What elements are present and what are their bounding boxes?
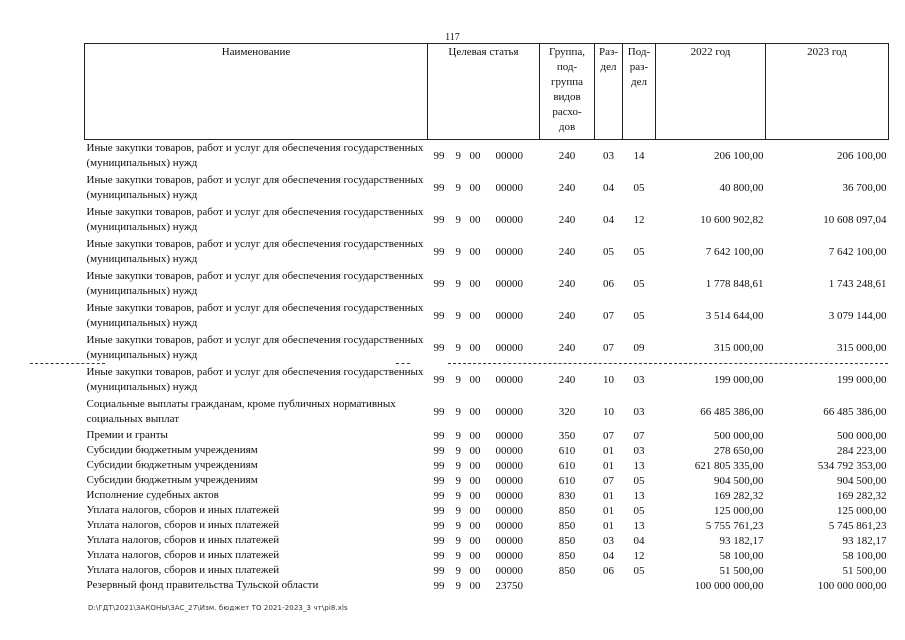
target-part-4: 00000 [495, 214, 523, 226]
table-row [85, 428, 889, 443]
target-part-3: 00 [469, 150, 481, 162]
target-part-1: 99 [433, 406, 445, 418]
dashed-line-mid [396, 363, 410, 364]
row-value-2022: 206 100,00 [714, 150, 764, 162]
row-name: Исполнение судебных актов [86, 489, 219, 501]
row-value-2022: 10 600 902,82 [700, 214, 764, 226]
row-value-2023: 10 608 097,04 [823, 214, 887, 226]
table-row [85, 473, 889, 488]
row-section: 01 [603, 459, 614, 472]
row-value-2022: 40 800,00 [719, 182, 764, 194]
row-name: Социальные выплаты гражданам, кроме публичных нормативных социальных выплат [86, 398, 396, 425]
row-section: 04 [603, 549, 614, 562]
row-name: Иные закупки товаров, работ и услуг для обеспечения государственных (муниципальных) нужд [86, 174, 424, 201]
row-value-2022: 93 182,17 [719, 534, 764, 547]
target-part-2: 9 [455, 444, 461, 457]
row-group: 240 [558, 182, 576, 194]
target-part-3: 00 [469, 246, 481, 258]
table-row [85, 396, 889, 428]
header-target: Целевая статья [428, 44, 540, 140]
row-group: 350 [558, 429, 576, 442]
target-part-2: 9 [455, 504, 461, 517]
row-value-2023: 3 079 144,00 [828, 310, 887, 322]
row-name: Иные закупки товаров, работ и услуг для обеспечения государственных (муниципальных) нужд [86, 142, 424, 169]
target-part-4: 00000 [495, 278, 523, 290]
row-section: 05 [603, 246, 614, 258]
row-group: 850 [558, 504, 576, 517]
target-part-1: 99 [433, 278, 445, 290]
target-part-2: 9 [455, 214, 461, 226]
header-subsection-line: дел [631, 76, 647, 88]
budget-table [84, 43, 889, 593]
row-group: 850 [558, 564, 576, 577]
target-part-1: 99 [433, 150, 445, 162]
row-value-2022: 500 000,00 [714, 429, 764, 442]
row-name: Субсидии бюджетным учреждениям [86, 474, 258, 486]
table-row [85, 563, 889, 578]
row-target-code [428, 578, 540, 593]
header-year-2023: 2023 год [766, 44, 889, 140]
row-subsection: 07 [633, 429, 645, 442]
row-group: 240 [558, 150, 576, 162]
row-section: 06 [603, 278, 614, 290]
row-group: 240 [558, 214, 576, 226]
row-subsection: 04 [633, 534, 645, 547]
row-target-code [428, 503, 540, 518]
row-subsection: 03 [633, 406, 645, 418]
row-subsection: 14 [633, 150, 645, 162]
row-subsection: 12 [633, 214, 645, 226]
row-target-code [428, 443, 540, 458]
target-part-2: 9 [455, 549, 461, 562]
row-subsection: 05 [633, 310, 645, 322]
row-subsection: 05 [633, 564, 645, 577]
row-target-code [428, 396, 540, 428]
target-part-3: 00 [469, 459, 481, 472]
row-value-2023: 93 182,17 [842, 534, 887, 547]
row-target-code [428, 172, 540, 204]
target-part-3: 00 [469, 310, 481, 322]
row-group [540, 578, 595, 593]
dashed-line-right [448, 363, 888, 364]
row-subsection: 09 [633, 342, 645, 354]
table-row [85, 236, 889, 268]
row-value-2022: 5 755 761,23 [705, 519, 764, 532]
target-part-2: 9 [455, 519, 461, 532]
table-row [85, 364, 889, 396]
target-part-2: 9 [455, 182, 461, 194]
row-name: Уплата налогов, сборов и иных платежей [86, 564, 280, 576]
target-part-2: 9 [455, 342, 461, 354]
target-part-1: 99 [433, 564, 445, 577]
table-row [85, 518, 889, 533]
target-part-4: 00000 [495, 489, 523, 502]
row-target-code [428, 268, 540, 300]
target-part-4: 00000 [495, 474, 523, 487]
row-value-2022: 199 000,00 [714, 374, 764, 386]
row-target-code [428, 548, 540, 563]
row-section: 01 [603, 519, 614, 532]
row-target-code [428, 563, 540, 578]
target-part-3: 00 [469, 579, 481, 592]
header-year-2022: 2022 год [656, 44, 766, 140]
target-part-1: 99 [433, 474, 445, 487]
target-part-4: 00000 [495, 519, 523, 532]
target-part-2: 9 [455, 310, 461, 322]
row-value-2022: 3 514 644,00 [705, 310, 764, 322]
row-name: Иные закупки товаров, работ и услуг для обеспечения государственных (муниципальных) нужд [86, 270, 424, 297]
row-group: 610 [558, 474, 576, 487]
header-subsection-line: Под- [627, 46, 651, 58]
row-subsection: 05 [633, 474, 645, 487]
row-value-2023: 58 100,00 [842, 549, 887, 562]
target-part-3: 00 [469, 444, 481, 457]
row-value-2023: 284 223,00 [837, 444, 887, 457]
table-row [85, 548, 889, 563]
target-part-4: 00000 [495, 564, 523, 577]
table-row [85, 332, 889, 364]
target-part-1: 99 [433, 429, 445, 442]
header-section-line: дел [600, 61, 617, 73]
row-name: Резервный фонд правительства Тульской области [86, 579, 319, 591]
target-part-4: 00000 [495, 374, 523, 386]
target-part-2: 9 [455, 459, 461, 472]
header-name: Наименование [85, 44, 428, 140]
row-target-code [428, 488, 540, 503]
row-section: 06 [603, 564, 614, 577]
row-group: 850 [558, 534, 576, 547]
target-part-1: 99 [433, 214, 445, 226]
target-part-1: 99 [433, 246, 445, 258]
target-part-2: 9 [455, 374, 461, 386]
row-name: Субсидии бюджетным учреждениям [86, 444, 258, 456]
row-value-2023: 36 700,00 [842, 182, 887, 194]
header-section [595, 44, 623, 140]
target-part-4: 00000 [495, 549, 523, 562]
target-part-4: 00000 [495, 310, 523, 322]
target-part-3: 00 [469, 489, 481, 502]
table-body [85, 140, 889, 594]
row-group: 240 [558, 278, 576, 290]
row-name: Иные закупки товаров, работ и услуг для обеспечения государственных (муниципальных) нужд [86, 334, 424, 361]
row-section: 01 [603, 444, 614, 457]
row-target-code [428, 364, 540, 396]
row-section: 07 [603, 310, 614, 322]
target-part-1: 99 [433, 504, 445, 517]
target-part-3: 00 [469, 214, 481, 226]
table-header [85, 44, 889, 140]
row-section: 07 [603, 342, 614, 354]
target-part-1: 99 [433, 374, 445, 386]
row-value-2022: 315 000,00 [714, 342, 764, 354]
target-part-4: 00000 [495, 246, 523, 258]
row-subsection: 03 [633, 444, 645, 457]
target-part-3: 00 [469, 429, 481, 442]
row-subsection: 03 [633, 374, 645, 386]
row-target-code [428, 204, 540, 236]
table-row [85, 443, 889, 458]
row-group: 240 [558, 342, 576, 354]
row-target-code [428, 473, 540, 488]
target-part-4: 00000 [495, 459, 523, 472]
row-value-2023: 66 485 386,00 [823, 406, 887, 418]
target-part-3: 00 [469, 534, 481, 547]
row-value-2022: 904 500,00 [714, 474, 764, 487]
target-part-3: 00 [469, 342, 481, 354]
target-part-1: 99 [433, 444, 445, 457]
table-row [85, 578, 889, 593]
header-subsection-line: раз- [629, 61, 649, 73]
row-value-2023: 315 000,00 [837, 342, 887, 354]
target-part-1: 99 [433, 182, 445, 194]
row-target-code [428, 428, 540, 443]
row-section [595, 578, 623, 593]
table-row [85, 533, 889, 548]
table-row [85, 488, 889, 503]
row-subsection: 05 [633, 504, 645, 517]
row-section: 03 [603, 534, 614, 547]
target-part-2: 9 [455, 474, 461, 487]
row-value-2023: 7 642 100,00 [828, 246, 887, 258]
row-name: Уплата налогов, сборов и иных платежей [86, 504, 280, 516]
row-subsection [623, 578, 656, 593]
row-section: 01 [603, 504, 614, 517]
row-target-code [428, 140, 540, 173]
row-name: Иные закупки товаров, работ и услуг для обеспечения государственных (муниципальных) нужд [86, 302, 424, 329]
target-part-4: 23750 [495, 579, 523, 592]
target-part-3: 00 [469, 374, 481, 386]
row-section: 01 [603, 489, 614, 502]
row-value-2022: 7 642 100,00 [705, 246, 764, 258]
row-group: 850 [558, 549, 576, 562]
file-path-footer: D:\ГДТ\2021\ЗАКОНЫ\ЗАС_27\Изм. бюджет ТО 2021-2023_3 чт\рі8.xls [88, 604, 348, 612]
target-part-3: 00 [469, 564, 481, 577]
row-name: Иные закупки товаров, работ и услуг для обеспечения государственных (муниципальных) нужд [86, 238, 424, 265]
target-part-2: 9 [455, 579, 461, 592]
table-row [85, 458, 889, 473]
target-part-3: 00 [469, 182, 481, 194]
row-group: 610 [558, 459, 576, 472]
target-part-1: 99 [433, 489, 445, 502]
target-part-4: 00000 [495, 406, 523, 418]
row-section: 04 [603, 182, 614, 194]
row-target-code [428, 518, 540, 533]
budget-table-container [84, 43, 888, 593]
row-value-2023: 169 282,32 [837, 489, 887, 502]
row-subsection: 13 [633, 459, 645, 472]
target-part-2: 9 [455, 429, 461, 442]
row-subsection: 13 [633, 489, 645, 502]
target-part-3: 00 [469, 519, 481, 532]
table-row [85, 204, 889, 236]
dashed-line-left [30, 363, 105, 364]
row-target-code [428, 300, 540, 332]
row-value-2023: 904 500,00 [837, 474, 887, 487]
table-row [85, 503, 889, 518]
row-section: 07 [603, 429, 614, 442]
row-value-2023: 206 100,00 [837, 150, 887, 162]
table-row [85, 172, 889, 204]
target-part-2: 9 [455, 534, 461, 547]
row-group: 830 [558, 489, 576, 502]
target-part-1: 99 [433, 579, 445, 592]
row-name: Уплата налогов, сборов и иных платежей [86, 519, 280, 531]
row-value-2023: 1 743 248,61 [828, 278, 887, 290]
row-value-2022: 278 650,00 [714, 444, 764, 457]
target-part-1: 99 [433, 519, 445, 532]
row-group: 240 [558, 374, 576, 386]
target-part-3: 00 [469, 549, 481, 562]
row-value-2023: 199 000,00 [837, 374, 887, 386]
row-section: 10 [603, 406, 614, 418]
header-group-line: расхо- [552, 106, 582, 118]
target-part-4: 00000 [495, 182, 523, 194]
row-group: 240 [558, 246, 576, 258]
row-section: 03 [603, 150, 614, 162]
row-value-2022: 1 778 848,61 [705, 278, 764, 290]
row-group: 610 [558, 444, 576, 457]
row-target-code [428, 332, 540, 364]
table-row [85, 140, 889, 173]
target-part-4: 00000 [495, 534, 523, 547]
row-value-2022: 100 000 000,00 [694, 579, 764, 592]
header-group [540, 44, 595, 140]
target-part-4: 00000 [495, 150, 523, 162]
header-group-line: группа [550, 76, 584, 88]
target-part-2: 9 [455, 278, 461, 290]
row-section: 04 [603, 214, 614, 226]
target-part-2: 9 [455, 489, 461, 502]
header-group-line: видов [553, 91, 581, 103]
row-name: Премии и гранты [86, 429, 168, 441]
row-target-code [428, 458, 540, 473]
target-part-2: 9 [455, 406, 461, 418]
row-target-code [428, 533, 540, 548]
row-section: 10 [603, 374, 614, 386]
row-value-2023: 534 792 353,00 [817, 459, 887, 472]
table-row [85, 268, 889, 300]
row-value-2022: 125 000,00 [714, 504, 764, 517]
target-part-2: 9 [455, 150, 461, 162]
target-part-4: 00000 [495, 429, 523, 442]
row-value-2022: 169 282,32 [714, 489, 764, 502]
table-row [85, 300, 889, 332]
row-subsection: 05 [633, 182, 645, 194]
target-part-3: 00 [469, 474, 481, 487]
row-subsection: 05 [633, 246, 645, 258]
target-part-1: 99 [433, 459, 445, 472]
target-part-1: 99 [433, 342, 445, 354]
header-group-line: Группа, [549, 46, 585, 58]
row-name: Иные закупки товаров, работ и услуг для обеспечения государственных (муниципальных) нужд [86, 206, 424, 233]
row-name: Субсидии бюджетным учреждениям [86, 459, 258, 471]
target-part-2: 9 [455, 564, 461, 577]
row-name: Иные закупки товаров, работ и услуг для обеспечения государственных (муниципальных) нужд [86, 366, 424, 393]
row-subsection: 05 [633, 278, 645, 290]
row-value-2023: 5 745 861,23 [828, 519, 887, 532]
row-value-2022: 621 805 335,00 [694, 459, 764, 472]
row-group: 320 [558, 406, 576, 418]
target-part-2: 9 [455, 246, 461, 258]
row-group: 850 [558, 519, 576, 532]
target-part-4: 00000 [495, 504, 523, 517]
header-subsection [623, 44, 656, 140]
target-part-4: 00000 [495, 444, 523, 457]
row-section: 07 [603, 474, 614, 487]
target-part-3: 00 [469, 406, 481, 418]
header-group-line: под- [556, 61, 578, 73]
target-part-1: 99 [433, 310, 445, 322]
target-part-3: 00 [469, 504, 481, 517]
row-group: 240 [558, 310, 576, 322]
row-value-2023: 100 000 000,00 [817, 579, 887, 592]
row-name: Уплата налогов, сборов и иных платежей [86, 534, 280, 546]
row-subsection: 12 [633, 549, 645, 562]
target-part-1: 99 [433, 549, 445, 562]
header-group-line: дов [558, 121, 576, 133]
target-part-4: 00000 [495, 342, 523, 354]
row-value-2023: 51 500,00 [842, 564, 887, 577]
target-part-3: 00 [469, 278, 481, 290]
header-section-line: Раз- [598, 46, 618, 58]
row-value-2022: 51 500,00 [719, 564, 764, 577]
row-value-2022: 58 100,00 [719, 549, 764, 562]
row-target-code [428, 236, 540, 268]
row-value-2022: 66 485 386,00 [700, 406, 764, 418]
row-value-2023: 125 000,00 [837, 504, 887, 517]
row-subsection: 13 [633, 519, 645, 532]
row-name: Уплата налогов, сборов и иных платежей [86, 549, 280, 561]
row-value-2023: 500 000,00 [837, 429, 887, 442]
page-number: 117 [445, 32, 460, 43]
target-part-1: 99 [433, 534, 445, 547]
